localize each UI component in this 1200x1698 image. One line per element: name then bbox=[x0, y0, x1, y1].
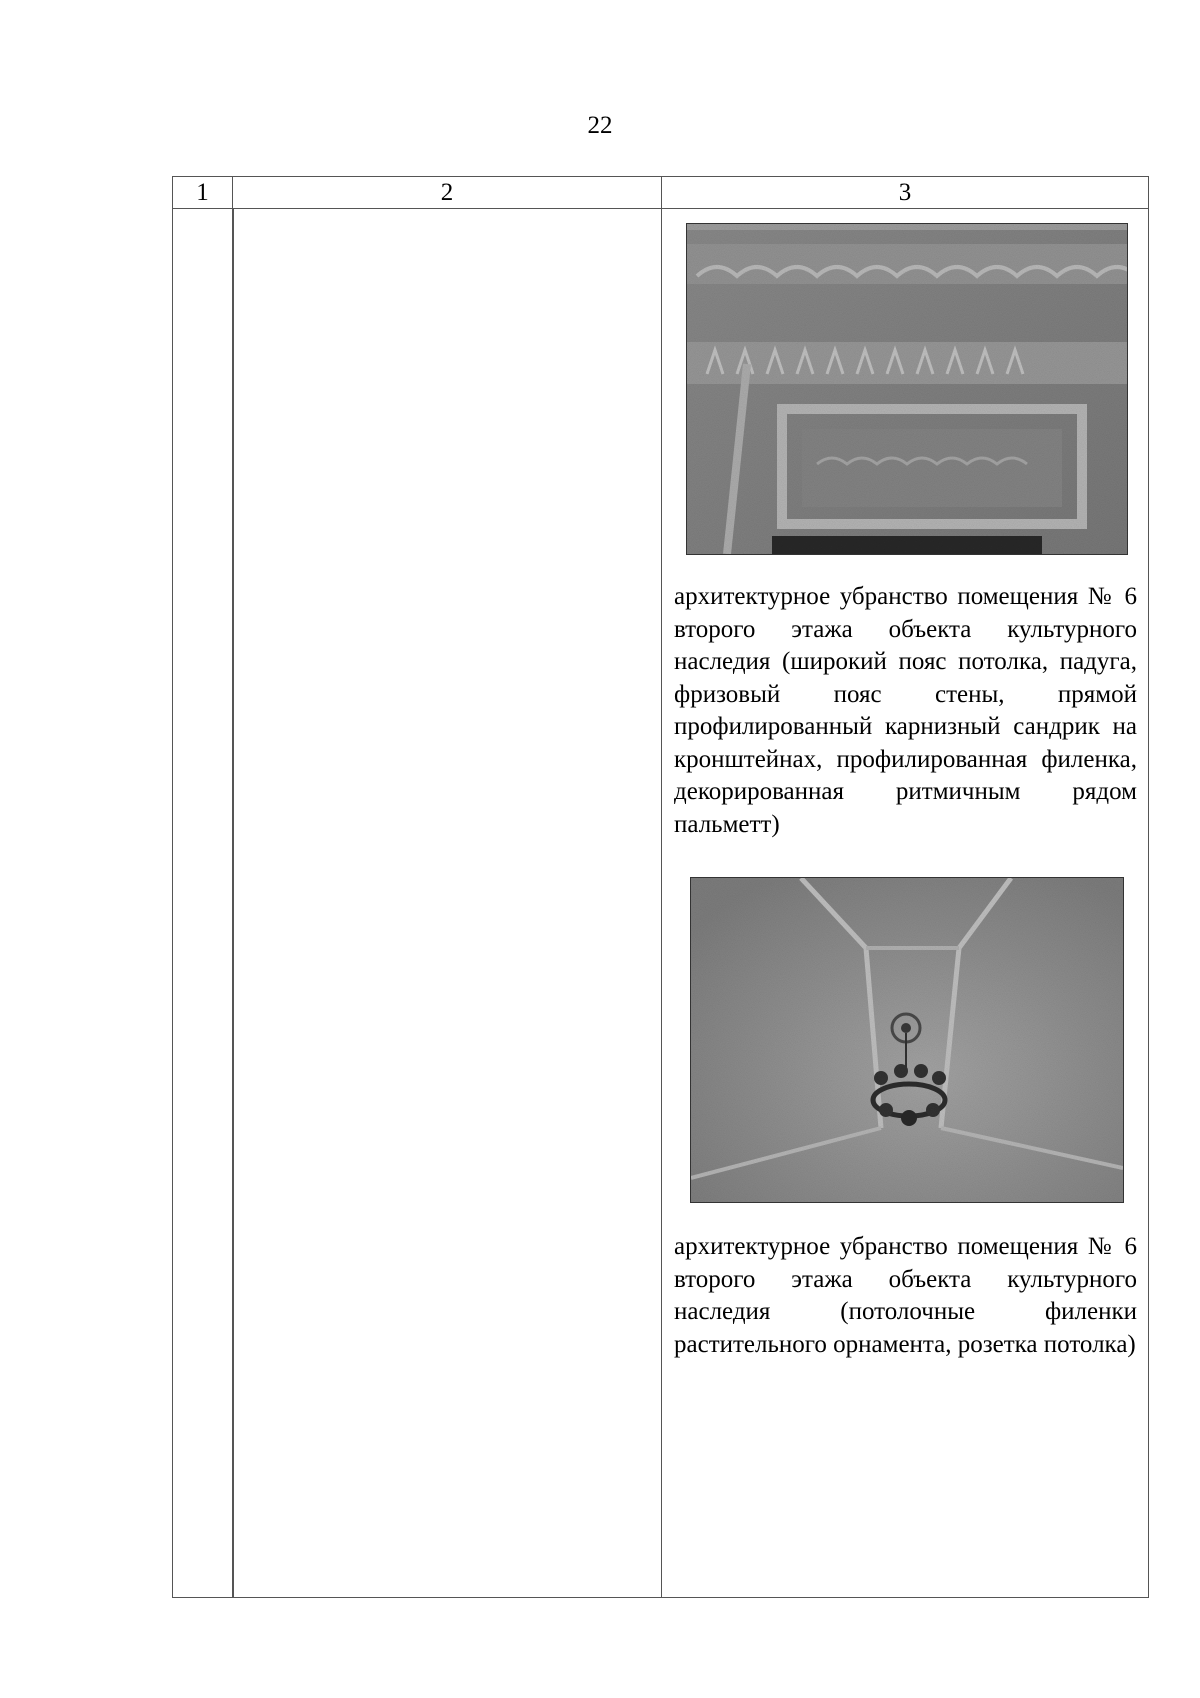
content-table bbox=[172, 176, 1149, 1598]
cell-column-3 bbox=[662, 209, 1149, 1598]
page-number: 22 bbox=[587, 112, 613, 139]
photo-caption-1: архитектурное убранство помещения № 6 второго этажа объекта культурного наследия (широкий пояс потолка, падуга, фризовый пояс стены, прямой профилированный карнизный сандрик на кронштейнах, профилированная филенка, декорированная ритмичным рядом пальметт) bbox=[674, 583, 1137, 838]
ceiling-rosette-chandelier-photo bbox=[690, 877, 1124, 1203]
cell-column-1 bbox=[173, 209, 233, 1598]
photo-caption-2: архитектурное убранство помещения № 6 второго этажа объекта культурного наследия (потолочные филенки растительного орнамента, розетка потолка) bbox=[674, 1233, 1137, 1358]
column-header-2: 2 bbox=[233, 177, 662, 209]
cell-column-2 bbox=[233, 209, 662, 1598]
column-header-1: 1 bbox=[173, 177, 233, 209]
ceiling-frieze-photo bbox=[686, 223, 1128, 555]
table-header-row bbox=[173, 177, 1149, 209]
column-header-3: 3 bbox=[662, 177, 1149, 209]
table-row bbox=[173, 209, 1149, 1598]
